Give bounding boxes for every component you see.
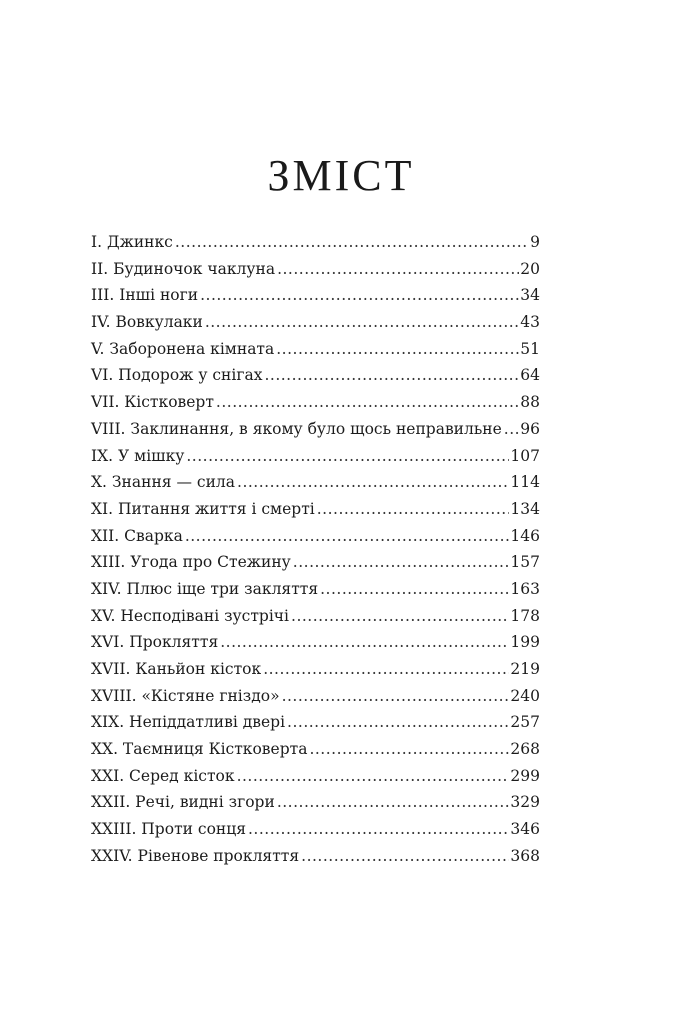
toc-entry — [91, 763, 540, 790]
toc-entry-page-number: 88 — [520, 393, 540, 412]
toc-entry-title: XXIV. Рівенове прокляття — [91, 846, 300, 865]
toc-entry-page-number: 257 — [510, 713, 540, 732]
toc-entry — [91, 282, 540, 309]
toc-dot-leader — [320, 576, 509, 603]
toc-entry-title: XV. Несподівані зустрічі — [91, 606, 290, 625]
table-of-contents — [91, 229, 540, 870]
toc-entry-title: VIII. Заклинання, в якому було щось неправильне — [91, 419, 502, 438]
toc-dot-leader — [309, 736, 509, 763]
toc-entry — [91, 469, 540, 496]
toc-entry-page-number: 219 — [510, 660, 540, 678]
toc-entry-title: III. Інші ноги — [91, 286, 199, 305]
toc-dot-leader — [200, 282, 519, 309]
toc-entry-page-number: 346 — [510, 820, 540, 839]
toc-entry-title: XXIII. Проти сонця — [91, 820, 246, 839]
toc-entry — [91, 683, 540, 710]
toc-entry-page-number: 134 — [510, 499, 540, 518]
toc-entry — [91, 336, 540, 363]
toc-dot-leader — [175, 229, 529, 256]
toc-dot-leader — [282, 683, 510, 710]
toc-entry-title: XIX. Непіддатливі двері — [91, 713, 286, 732]
toc-entry — [91, 523, 540, 550]
toc-entry-page-number: 96 — [520, 419, 540, 438]
toc-entry-page-number: 51 — [520, 339, 540, 358]
toc-entry-title: XII. Сварка — [91, 526, 183, 545]
toc-dot-leader — [504, 416, 519, 443]
toc-dot-leader — [277, 789, 510, 816]
toc-entry — [91, 736, 540, 763]
toc-entry-title: XIII. Угода про Стежину — [91, 553, 291, 572]
toc-entry-page-number: 329 — [510, 793, 540, 812]
toc-entry-page-number: 299 — [510, 766, 540, 785]
toc-entry-title: XX. Таємниця Кістковерта — [91, 740, 308, 759]
toc-entry-page-number: 199 — [510, 633, 540, 652]
toc-dot-leader — [185, 523, 510, 550]
toc-entry-page-number: 240 — [510, 686, 540, 705]
toc-entry-title: IX. У мішку — [91, 446, 185, 465]
toc-dot-leader — [205, 309, 519, 336]
toc-dot-leader — [301, 843, 509, 870]
toc-entry-title: X. Знання — сила — [91, 473, 236, 492]
toc-entry-page-number: 163 — [510, 579, 540, 598]
toc-entry-title: XXII. Речі, видні згори — [91, 793, 275, 812]
toc-entry-title: XVII. Каньйон кісток — [91, 660, 262, 678]
toc-entry-title: XI. Питання життя і смерті — [91, 499, 315, 518]
toc-entry-page-number: 107 — [510, 446, 540, 465]
toc-dot-leader — [237, 763, 510, 790]
toc-entry — [91, 843, 540, 870]
page-title: ЗМІСТ — [267, 151, 415, 200]
toc-dot-leader — [264, 362, 519, 389]
toc-entry-page-number: 114 — [510, 473, 540, 492]
toc-entry-page-number: 34 — [520, 286, 540, 305]
toc-entry — [91, 629, 540, 656]
toc-entry — [91, 256, 540, 283]
toc-entry — [91, 496, 540, 523]
toc-dot-leader — [248, 816, 509, 843]
toc-entry-page-number: 9 — [530, 233, 540, 251]
toc-dot-leader — [186, 443, 509, 470]
toc-dot-leader — [263, 656, 509, 683]
toc-entry — [91, 709, 540, 736]
toc-dot-leader — [277, 256, 519, 283]
toc-entry-page-number: 64 — [520, 366, 540, 385]
toc-dot-leader — [287, 709, 509, 736]
toc-entry-page-number: 368 — [510, 846, 540, 865]
toc-entry — [91, 576, 540, 603]
toc-entry-page-number: 20 — [520, 259, 540, 278]
toc-entry-title: VI. Подорож у снігах — [91, 366, 263, 385]
toc-entry-title: V. Заборонена кімната — [91, 339, 275, 358]
toc-dot-leader — [293, 549, 510, 576]
toc-entry — [91, 229, 540, 256]
toc-entry — [91, 789, 540, 816]
toc-entry — [91, 416, 540, 443]
toc-entry-title: XVIII. «Кістяне гніздо» — [91, 686, 280, 705]
toc-dot-leader — [317, 496, 510, 523]
toc-entry-page-number: 43 — [520, 313, 540, 332]
toc-entry — [91, 443, 540, 470]
toc-entry-title: I. Джинкс — [91, 233, 173, 251]
toc-entry — [91, 362, 540, 389]
toc-entry-title: XIV. Плюс іще три закляття — [91, 579, 319, 598]
toc-entry-page-number: 268 — [510, 740, 540, 759]
toc-dot-leader — [216, 389, 519, 416]
toc-dot-leader — [276, 336, 519, 363]
toc-entry-page-number: 157 — [510, 553, 540, 572]
toc-dot-leader — [237, 469, 509, 496]
toc-entry-page-number: 146 — [510, 526, 540, 545]
toc-entry — [91, 816, 540, 843]
toc-entry-title: II. Будиночок чаклуна — [91, 259, 276, 278]
toc-entry — [91, 309, 540, 336]
toc-entry — [91, 389, 540, 416]
toc-dot-leader — [291, 603, 509, 630]
toc-entry — [91, 549, 540, 576]
toc-entry-title: IV. Вовкулаки — [91, 313, 203, 332]
toc-dot-leader — [220, 629, 509, 656]
toc-entry — [91, 603, 540, 630]
toc-entry — [91, 656, 540, 683]
toc-entry-title: VII. Кістковерт — [91, 393, 214, 412]
toc-entry-title: XXI. Серед кісток — [91, 766, 235, 785]
toc-entry-title: XVI. Прокляття — [91, 633, 219, 652]
toc-entry-page-number: 178 — [510, 606, 540, 625]
